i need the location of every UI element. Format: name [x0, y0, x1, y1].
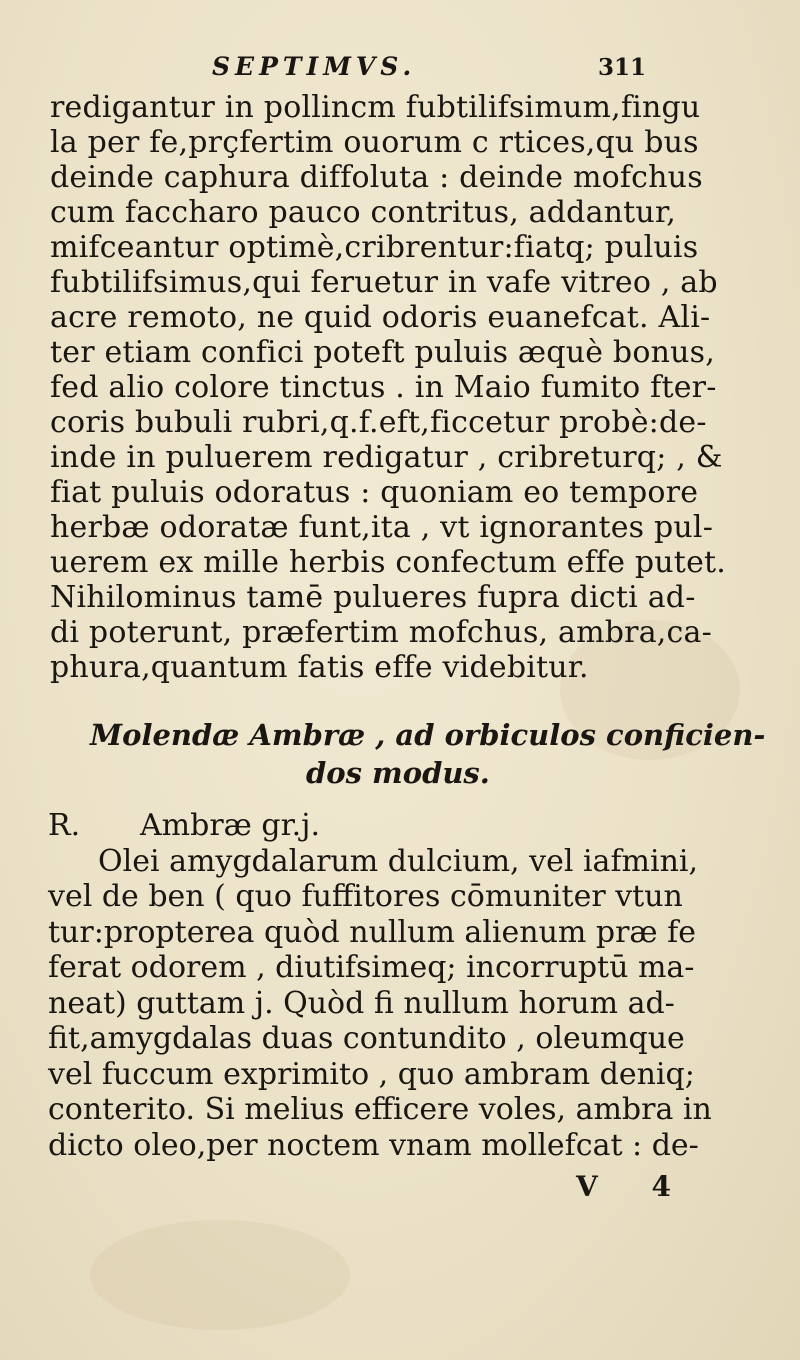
text-line: acre remoto, ne quid odoris euanefcat. Ali- [50, 300, 711, 335]
page-number: 311 [598, 54, 647, 81]
text-line: fed alio colore tinctus . in Maio fumito fter- [50, 370, 717, 405]
recipe-line: dicto oleo,per noctem vnam mollefcat : de- [48, 1127, 699, 1163]
text-line: cum faccharo pauco contritus, addantur, [50, 195, 676, 230]
running-title: SEPTIMVS. [212, 52, 417, 81]
text-line: mifceantur optimè,cribrentur:fiatq; puluis [50, 230, 699, 265]
recipe-line: conterito. Si melius efficere voles, ambra in [48, 1092, 712, 1127]
body-text [50, 90, 756, 685]
text-line: inde in puluerem redigatur , cribreturq; , & [50, 440, 723, 475]
text-line: la per fe,prçfertim ouorum c rtices,qu bus [50, 125, 699, 160]
text-line: fubtilifsimus,qui feruetur in vafe vitreo , ab [50, 265, 718, 300]
text-line: herbæ odoratæ funt,ita , vt ignorantes pul- [50, 510, 714, 545]
text-line: redigantur in pollincm fubtilifsimum,fingu [50, 90, 701, 125]
section-heading [40, 716, 766, 792]
recipe-line: ferat odorem , diutifsimeq; incorruptū ma- [48, 950, 695, 985]
recipe-line: neat) guttam j. Quòd fi nullum horum ad- [48, 985, 675, 1021]
text-line: deinde caphura diffoluta : deinde mofchus [50, 160, 703, 195]
text-line: coris bubuli rubri,q.f.eft,ficcetur probè:de- [50, 405, 707, 440]
recipe-block [48, 808, 760, 1163]
recipe-first-line [48, 808, 760, 844]
paper-stain [90, 1220, 350, 1330]
signature-mark: V 4 [576, 1170, 693, 1203]
text-line: fiat puluis odoratus : quoniam eo tempore [50, 475, 699, 510]
page-header [0, 48, 800, 92]
recipe-line: tur:propterea quòd nullum alienum præ fe [48, 914, 697, 950]
text-line: uerem ex mille herbis confectum effe putet. [50, 545, 727, 580]
text-line: Nihilominus tamē pulueres fupra dicti ad- [50, 580, 696, 615]
heading-line: Molendæ Ambræ , ad orbiculos conficien- [90, 718, 766, 752]
recipe-line: Olei amygdalarum dulcium, vel iafmini, [98, 843, 699, 879]
recipe-line: fit,amygdalas duas contundito , oleumque [48, 1021, 685, 1056]
text-line: di poterunt, præfertim mofchus, ambra,ca- [50, 615, 712, 650]
recipe-line: vel de ben ( quo fuffitores cōmuniter vtun [48, 879, 683, 914]
text-line: phura,quantum fatis effe videbitur. [50, 650, 589, 685]
text-line: ter etiam confici poteft puluis æquè bonus, [50, 335, 715, 370]
recipe-ingredient: Ambræ gr.j. [140, 808, 321, 843]
heading-line: dos modus. [306, 756, 490, 790]
recipe-line: vel fuccum exprimito , quo ambram deniq; [48, 1056, 695, 1092]
recipe-symbol: R. [48, 808, 81, 843]
